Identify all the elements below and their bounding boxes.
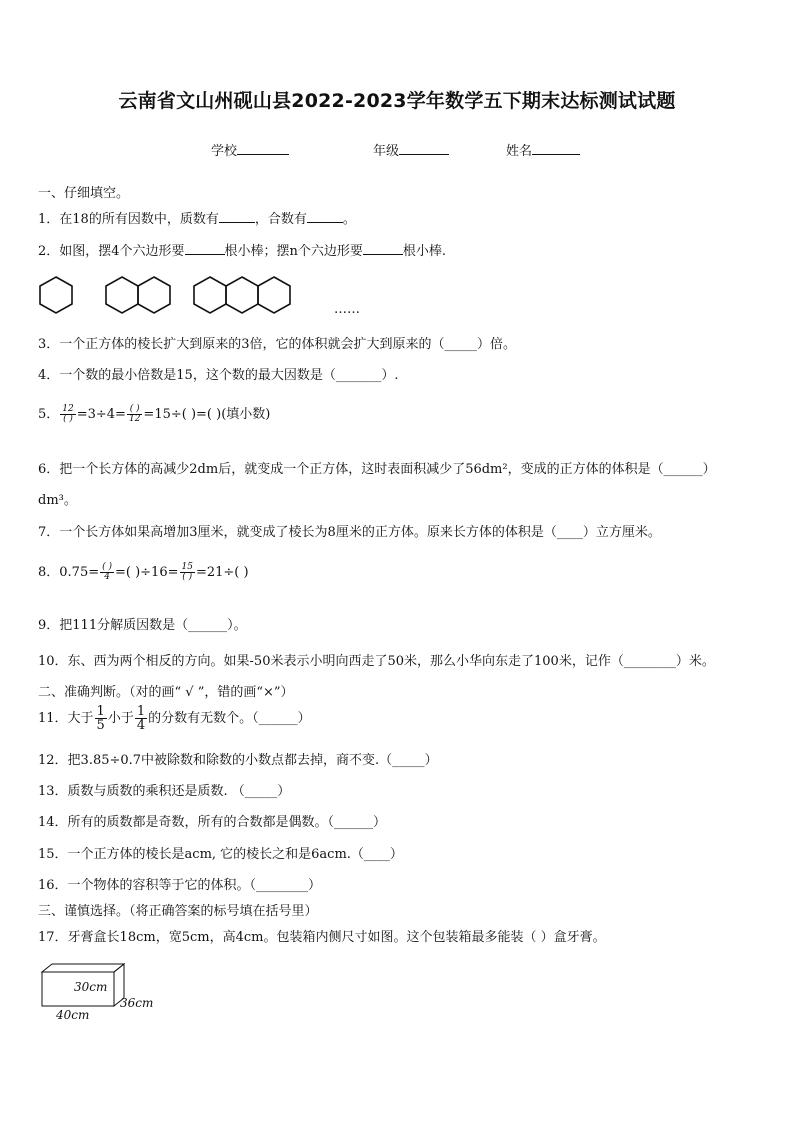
page-title: 云南省文山州砚山县2022-2023学年数学五下期末达标测试试题 <box>118 90 676 112</box>
question-5 <box>38 403 270 424</box>
q5-fraction-2 <box>127 405 142 424</box>
question-16: 16．一个物体的容积等于它的体积。（________） <box>38 878 322 893</box>
question-11 <box>38 705 311 732</box>
q2-ellipsis: …… <box>334 302 360 317</box>
q11-f2-numerator: 1 <box>136 704 146 719</box>
q1-blank-1 <box>219 210 255 223</box>
q2-text-b: 根小棒；摆n个六边形要 <box>224 244 363 259</box>
q8-f1-numerator: ( ) <box>102 562 112 572</box>
q5-f2-denominator: 12 <box>128 414 141 424</box>
grade-label: 年级 <box>373 144 400 159</box>
q1-text-c: 。 <box>342 212 356 227</box>
q8-fraction-1 <box>100 563 114 582</box>
section-1-heading: 一、仔细填空。 <box>38 186 130 201</box>
q5-f1-denominator: ( ) <box>60 414 75 424</box>
question-1 <box>38 208 356 227</box>
hexagon-3b <box>226 277 258 313</box>
section-3-heading: 三、谨慎选择。（将正确答案的标号填在括号里） <box>38 904 318 919</box>
q2-blank-1 <box>185 242 225 255</box>
hexagon-1 <box>40 277 72 313</box>
section-2-heading: 二、准确判断。（对的画“ √ ”，错的画“×”） <box>38 685 294 700</box>
q1-text-b: ，合数有 <box>254 212 307 227</box>
question-13: 13．质数与质数的乘积还是质数. （_____） <box>38 784 291 799</box>
hexagon-2a <box>106 277 138 313</box>
box-length-label: 40cm <box>56 1008 90 1022</box>
q11-f2-denominator: 4 <box>136 718 146 733</box>
question-2 <box>38 240 446 259</box>
hexagon-2b <box>138 277 170 313</box>
q11-fraction-1 <box>95 705 107 732</box>
question-15: 15．一个正方体的棱长是acm, 它的棱长之和是6acm.（____） <box>38 847 403 862</box>
question-17: 17．牙膏盒长18cm，宽5cm，高4cm。包装箱内侧尺寸如图。这个包装箱最多能装（ ）盒牙膏。 <box>38 930 606 945</box>
q11-fraction-2 <box>135 705 147 732</box>
q11-text-a: 11．大于 <box>38 711 94 726</box>
q5-f2-numerator: ( ) <box>129 404 140 414</box>
q8-fraction-2 <box>180 563 195 582</box>
box-height-label: 30cm <box>74 980 108 994</box>
question-7: 7．一个长方体如果高增加3厘米，就变成了棱长为8厘米的正方体。原来长方体的体积是（____）立方厘米。 <box>38 525 661 540</box>
q2-text-c: 根小棒. <box>402 244 447 259</box>
name-blank <box>532 142 580 155</box>
q5-number: 5． <box>38 407 60 422</box>
q8-f2-denominator: ( ) <box>180 572 195 582</box>
name-field <box>506 140 580 159</box>
q11-text-b: 小于 <box>107 711 134 726</box>
q5-f1-numerator: 12 <box>62 404 74 414</box>
question-8 <box>38 561 249 582</box>
question-3: 3．一个正方体的棱长扩大到原来的3倍，它的体积就会扩大到原来的（_____）倍。 <box>38 337 517 352</box>
q8-f2-numerator: 15 <box>181 562 193 572</box>
q2-text-a: 2．如图，摆4个六边形要 <box>38 244 185 259</box>
question-10: 10．东、西为两个相反的方向。如果-50米表示小明向西走了50米，那么小华向东走了100米，记作（________）米。 <box>38 654 715 669</box>
hexagon-3c <box>258 277 290 313</box>
name-label: 姓名 <box>506 144 533 159</box>
q8-text-b: =( )÷16= <box>115 565 179 580</box>
school-label: 学校 <box>211 144 238 159</box>
question-12: 12．把3.85÷0.7中被除数和除数的小数点都去掉，商不变.（_____） <box>38 753 438 768</box>
q5-text-mid: =3÷4= <box>76 407 126 422</box>
question-4: 4．一个数的最小倍数是15，这个数的最大因数是（_______）. <box>38 368 399 383</box>
question-9: 9．把111分解质因数是（______）。 <box>38 618 247 633</box>
school-field <box>211 140 289 159</box>
question-6-line-1: 6．把一个长方体的高减少2dm后，就变成一个正方体，这时表面积减少了56dm²，变成的正方体的体积是（______） <box>38 462 716 477</box>
q11-f1-denominator: 5 <box>96 718 105 733</box>
box-width-label: 36cm <box>120 996 154 1010</box>
question-6-line-2: dm³。 <box>38 493 77 508</box>
hexagon-3a <box>194 277 226 313</box>
q8-text-c: =21÷( ) <box>195 565 249 580</box>
q5-text-end: =15÷( )=( )(填小数) <box>143 407 271 422</box>
grade-blank <box>399 142 449 155</box>
school-blank <box>237 142 289 155</box>
grade-field <box>373 140 449 159</box>
q11-text-c: 的分数有无数个。（______） <box>148 711 311 726</box>
q11-f1-numerator: 1 <box>96 704 105 719</box>
box-top-face <box>42 964 124 972</box>
question-14: 14．所有的质数都是奇数，所有的合数都是偶数。（______） <box>38 815 387 830</box>
q1-text-a: 1．在18的所有因数中，质数有 <box>38 212 219 227</box>
q5-fraction-1 <box>60 405 75 424</box>
hexagon-figures <box>36 272 296 320</box>
q1-blank-2 <box>307 210 343 223</box>
q8-text-a: 8．0.75= <box>38 565 100 580</box>
q8-f1-denominator: 4 <box>100 572 114 582</box>
q2-blank-2 <box>363 242 403 255</box>
